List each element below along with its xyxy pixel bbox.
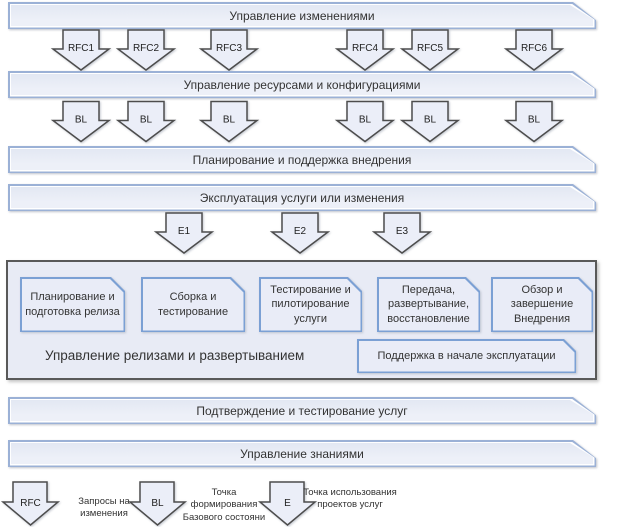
legend-bl-symbol: BL xyxy=(151,498,164,509)
rfc4-arrow-label: RFC4 xyxy=(351,43,379,54)
bl2-arrow-label: BL xyxy=(139,114,153,126)
banner-planning-support xyxy=(8,146,596,173)
rfc1-arrow-label: RFC1 xyxy=(67,43,95,54)
legend-e-symbol: E xyxy=(284,498,291,509)
rfc2-arrow-label: RFC2 xyxy=(132,43,160,54)
banner-resource-config-label: Управление ресурсами и конфигурациями xyxy=(183,77,421,92)
legend-e-label: Точка использования проектов услуг xyxy=(303,487,397,511)
e3-arrow-label: E3 xyxy=(395,226,409,237)
bl5-arrow-label: BL xyxy=(423,114,437,126)
bl4-arrow-label: BL xyxy=(358,114,372,126)
bl1-arrow xyxy=(52,100,110,143)
rfc6-arrow-label: RFC6 xyxy=(520,43,548,54)
rfc2-arrow xyxy=(117,29,175,71)
box-build-test-label: Сборка и тестирование xyxy=(157,291,229,318)
banner-validation-testing-label: Подтверждение и тестирование услуг xyxy=(196,403,408,418)
box-review-close-label: Обзор и завершение Внедрения xyxy=(510,284,574,325)
banner-operation xyxy=(8,184,596,211)
box-service-pilot-test xyxy=(259,277,362,332)
e3-arrow xyxy=(373,212,431,254)
banner-knowledge-management xyxy=(8,440,596,467)
box-release-planning xyxy=(20,277,125,332)
rfc3-arrow xyxy=(200,29,258,71)
rfc5-arrow xyxy=(401,29,459,71)
banner-change-management xyxy=(8,2,596,29)
bl3-arrow-label: BL xyxy=(222,114,236,126)
legend-rfc-arrow xyxy=(2,481,59,526)
box-early-life-support-label: Поддержка в начале эксплуатации xyxy=(377,349,556,362)
e1-arrow xyxy=(155,212,213,254)
banner-change-management-label: Управление изменениями xyxy=(229,8,375,23)
bl6-arrow-label: BL xyxy=(527,114,541,126)
bl3-arrow xyxy=(200,100,258,143)
banner-validation-testing xyxy=(8,397,596,424)
rfc3-arrow-label: RFC3 xyxy=(215,43,243,54)
e2-arrow xyxy=(271,212,329,254)
legend-rfc-symbol: RFC xyxy=(20,498,41,509)
rfc6-arrow xyxy=(505,29,563,71)
box-service-pilot-test-label: Тестирование и пилотирование услуги xyxy=(270,284,351,325)
banner-operation-label: Эксплуатация услуги или изменения xyxy=(199,190,405,205)
bl2-arrow xyxy=(117,100,175,143)
box-review-close xyxy=(491,277,593,332)
rfc5-arrow-label: RFC5 xyxy=(416,43,444,54)
bl1-arrow-label: BL xyxy=(74,114,88,126)
e2-arrow-label: E2 xyxy=(293,226,307,237)
box-early-life-support xyxy=(357,339,576,373)
banner-knowledge-management-label: Управление знаниями xyxy=(240,446,364,461)
legend-bl-label: Точка формирования Базового состояни xyxy=(182,487,266,523)
box-build-test xyxy=(141,277,245,332)
bl5-arrow xyxy=(401,100,459,143)
legend-rfc-label: Запросы на изменения xyxy=(78,496,130,520)
release-deployment-title: Управление релизами и развертыванием xyxy=(45,348,305,363)
bl4-arrow xyxy=(336,100,394,143)
box-transfer-deploy-restore-label: Передача, развертывание, восстановление xyxy=(387,284,470,325)
banner-planning-support-label: Планирование и поддержка внедрения xyxy=(192,152,412,167)
banner-resource-config-management xyxy=(8,71,596,98)
rfc4-arrow xyxy=(336,29,394,71)
e1-arrow-label: E1 xyxy=(177,226,191,237)
bl6-arrow xyxy=(505,100,563,143)
rfc1-arrow xyxy=(52,29,110,71)
box-release-planning-label: Планирование и подготовка релиза xyxy=(25,291,120,318)
box-transfer-deploy-restore xyxy=(377,277,480,332)
